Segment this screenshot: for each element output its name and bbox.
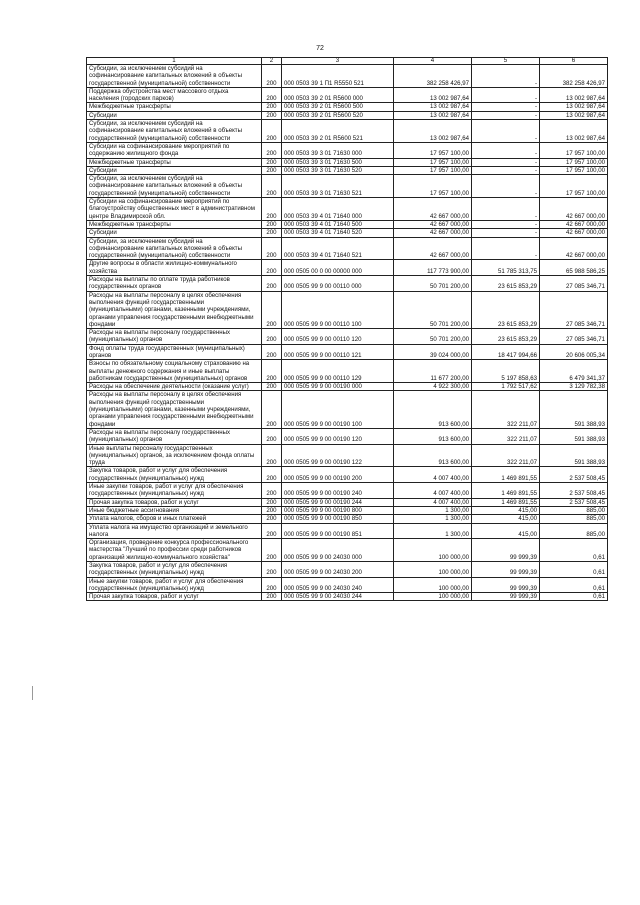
approved-amount-cell: 13 002 987,64 [394, 111, 472, 119]
budget-code-cell: 000 0505 99 9 00 00190 120 [282, 428, 394, 444]
admin-code-cell: 200 [262, 344, 282, 360]
admin-code-cell: 200 [262, 276, 282, 292]
admin-code-cell: 200 [262, 175, 282, 198]
approved-amount-cell: 1 300,00 [394, 506, 472, 514]
remaining-amount-cell: 3 129 782,38 [540, 383, 608, 391]
table-row [87, 562, 608, 578]
column-header: 4 [394, 58, 472, 65]
executed-amount-cell: 99 999,39 [472, 562, 540, 578]
row-name-cell: Субсидии [87, 229, 262, 237]
table-row [87, 111, 608, 119]
budget-code-cell: 000 0505 99 9 00 24030 240 [282, 577, 394, 593]
executed-amount-cell: 322 211,07 [472, 428, 540, 444]
budget-code-cell: 000 0503 39 4 01 71640 521 [282, 237, 394, 260]
executed-amount-cell: - [472, 158, 540, 166]
budget-code-cell: 000 0505 99 9 00 00110 100 [282, 291, 394, 328]
remaining-amount-cell: 6 479 341,37 [540, 360, 608, 383]
row-name-cell: Организация, проведение конкурса профессионального мастерства "Лучший по профессии среди работников организаций жилищно-коммунального хозяйства" [87, 539, 262, 562]
executed-amount-cell: 322 211,07 [472, 444, 540, 467]
table-row [87, 391, 608, 428]
executed-amount-cell: 99 999,39 [472, 539, 540, 562]
row-name-cell: Межбюджетные трансферты [87, 220, 262, 228]
remaining-amount-cell: 0,61 [540, 539, 608, 562]
table-row [87, 260, 608, 276]
remaining-amount-cell: 885,00 [540, 506, 608, 514]
row-name-cell: Межбюджетные трансферты [87, 158, 262, 166]
executed-amount-cell: 1 469 891,55 [472, 483, 540, 499]
row-name-cell: Субсидии на софинансирование мероприятий по благоустройству общественных мест в административном центре Владимирской обл. [87, 198, 262, 221]
approved-amount-cell: 13 002 987,64 [394, 103, 472, 111]
remaining-amount-cell: 20 606 005,34 [540, 344, 608, 360]
admin-code-cell: 200 [262, 103, 282, 111]
executed-amount-cell: 18 417 994,66 [472, 344, 540, 360]
row-name-cell: Прочая закупка товаров, работ и услуг [87, 593, 262, 601]
admin-code-cell: 200 [262, 291, 282, 328]
remaining-amount-cell: 0,61 [540, 562, 608, 578]
remaining-amount-cell: 42 667 000,00 [540, 229, 608, 237]
row-name-cell: Закупка товаров, работ и услуг для обеспечения государственных (муниципальных) нужд [87, 467, 262, 483]
approved-amount-cell: 50 701 200,00 [394, 291, 472, 328]
row-name-cell: Расходы на выплаты персоналу в целях обеспечения выполнения функций государственными (муниципальными) органами, казенными учреждениями, органами управления государственными внебюджетными фондами [87, 291, 262, 328]
approved-amount-cell: 100 000,00 [394, 577, 472, 593]
row-name-cell: Субсидии, за исключением субсидий на софинансирование капитальных вложений в объекты государственной (муниципальной) собственности [87, 237, 262, 260]
remaining-amount-cell: 2 537 508,45 [540, 483, 608, 499]
approved-amount-cell: 11 677 200,00 [394, 360, 472, 383]
admin-code-cell: 200 [262, 391, 282, 428]
table-row [87, 103, 608, 111]
remaining-amount-cell: 13 002 987,64 [540, 111, 608, 119]
remaining-amount-cell: 27 085 346,71 [540, 291, 608, 328]
remaining-amount-cell: 27 085 346,71 [540, 329, 608, 345]
row-name-cell: Субсидии, за исключением субсидий на софинансирование капитальных вложений в объекты государственной (муниципальной) собственности [87, 65, 262, 88]
approved-amount-cell: 382 258 426,97 [394, 65, 472, 88]
admin-code-cell: 200 [262, 166, 282, 174]
row-name-cell: Расходы на выплаты по оплате труда работников государственных органов [87, 276, 262, 292]
executed-amount-cell: 1 792 517,62 [472, 383, 540, 391]
executed-amount-cell: 1 469 891,55 [472, 467, 540, 483]
budget-code-cell: 000 0505 00 0 00 00000 000 [282, 260, 394, 276]
executed-amount-cell: - [472, 166, 540, 174]
budget-code-cell: 000 0503 39 3 01 71630 520 [282, 166, 394, 174]
approved-amount-cell: 4 007 400,00 [394, 483, 472, 499]
budget-code-cell: 000 0503 39 3 01 71630 500 [282, 158, 394, 166]
table-row [87, 360, 608, 383]
budget-code-cell: 000 0505 99 9 00 00190 122 [282, 444, 394, 467]
table-row [87, 120, 608, 143]
remaining-amount-cell: 2 537 508,45 [540, 498, 608, 506]
executed-amount-cell: - [472, 229, 540, 237]
admin-code-cell: 200 [262, 329, 282, 345]
table-row [87, 142, 608, 158]
executed-amount-cell: 99 999,39 [472, 577, 540, 593]
row-name-cell: Субсидии, за исключением субсидий на софинансирование капитальных вложений в объекты государственной (муниципальной) собственности [87, 175, 262, 198]
margin-mark [32, 686, 35, 700]
row-name-cell: Взносы по обязательному социальному страхованию на выплаты денежного содержания и иные выплаты работникам государственных (муниципальных) органов [87, 360, 262, 383]
budget-code-cell: 000 0505 99 9 00 00110 120 [282, 329, 394, 345]
remaining-amount-cell: 0,61 [540, 593, 608, 601]
table-row [87, 344, 608, 360]
approved-amount-cell: 117 773 900,00 [394, 260, 472, 276]
executed-amount-cell: 322 211,07 [472, 391, 540, 428]
executed-amount-cell: - [472, 198, 540, 221]
admin-code-cell: 200 [262, 444, 282, 467]
executed-amount-cell: 415,00 [472, 523, 540, 539]
admin-code-cell: 200 [262, 142, 282, 158]
admin-code-cell: 200 [262, 506, 282, 514]
budget-code-cell: 000 0503 39 2 01 R5600 000 [282, 87, 394, 103]
page-number: 72 [316, 45, 324, 52]
admin-code-cell: 200 [262, 562, 282, 578]
approved-amount-cell: 4 922 300,00 [394, 383, 472, 391]
budget-code-cell: 000 0505 99 9 00 00190 800 [282, 506, 394, 514]
approved-amount-cell: 100 000,00 [394, 562, 472, 578]
approved-amount-cell: 913 600,00 [394, 428, 472, 444]
admin-code-cell: 200 [262, 383, 282, 391]
row-name-cell: Иные бюджетные ассигнования [87, 506, 262, 514]
executed-amount-cell: 23 615 853,29 [472, 291, 540, 328]
table-row [87, 229, 608, 237]
approved-amount-cell: 1 300,00 [394, 515, 472, 523]
row-name-cell: Межбюджетные трансферты [87, 103, 262, 111]
budget-code-cell: 000 0505 99 9 00 00190 850 [282, 515, 394, 523]
approved-amount-cell: 17 957 100,00 [394, 175, 472, 198]
table-row [87, 577, 608, 593]
row-name-cell: Иные закупки товаров, работ и услуг для обеспечения государственных (муниципальных) нужд [87, 577, 262, 593]
budget-code-cell: 000 0505 99 9 00 00110 000 [282, 276, 394, 292]
remaining-amount-cell: 27 085 346,71 [540, 276, 608, 292]
table-row [87, 539, 608, 562]
budget-code-cell: 000 0505 99 9 00 00190 000 [282, 383, 394, 391]
remaining-amount-cell: 17 957 100,00 [540, 158, 608, 166]
table-row [87, 276, 608, 292]
table-row [87, 158, 608, 166]
approved-amount-cell: 42 667 000,00 [394, 198, 472, 221]
admin-code-cell: 200 [262, 198, 282, 221]
table-row [87, 444, 608, 467]
admin-code-cell: 200 [262, 428, 282, 444]
budget-code-cell: 000 0505 99 9 00 00190 244 [282, 498, 394, 506]
table-row [87, 220, 608, 228]
remaining-amount-cell: 2 537 508,45 [540, 467, 608, 483]
row-name-cell: Фонд оплаты труда государственных (муниципальных) органов [87, 344, 262, 360]
budget-code-cell: 000 0503 39 1 П1 R5550 521 [282, 65, 394, 88]
column-header: 6 [540, 58, 608, 65]
row-name-cell: Расходы на обеспечение деятельности (оказание услуг) [87, 383, 262, 391]
approved-amount-cell: 50 701 200,00 [394, 329, 472, 345]
executed-amount-cell: 23 615 853,29 [472, 329, 540, 345]
executed-amount-cell: 5 197 858,63 [472, 360, 540, 383]
admin-code-cell: 200 [262, 523, 282, 539]
table-row [87, 593, 608, 601]
remaining-amount-cell: 17 957 100,00 [540, 166, 608, 174]
table-row [87, 87, 608, 103]
admin-code-cell: 200 [262, 229, 282, 237]
table-row [87, 329, 608, 345]
admin-code-cell: 200 [262, 87, 282, 103]
executed-amount-cell: - [472, 142, 540, 158]
row-name-cell: Расходы на выплаты персоналу государственных (муниципальных) органов [87, 329, 262, 345]
budget-code-cell: 000 0503 39 4 01 71640 500 [282, 220, 394, 228]
row-name-cell: Прочая закупка товаров, работ и услуг [87, 498, 262, 506]
executed-amount-cell: - [472, 87, 540, 103]
table-row [87, 498, 608, 506]
row-name-cell: Субсидии [87, 166, 262, 174]
admin-code-cell: 200 [262, 577, 282, 593]
remaining-amount-cell: 885,00 [540, 515, 608, 523]
approved-amount-cell: 13 002 987,64 [394, 120, 472, 143]
budget-code-cell: 000 0505 99 9 00 00190 200 [282, 467, 394, 483]
approved-amount-cell: 913 600,00 [394, 444, 472, 467]
row-name-cell: Субсидии на софинансирование мероприятий по содержанию жилищного фонда [87, 142, 262, 158]
row-name-cell: Другие вопросы в области жилищно-коммунального хозяйства [87, 260, 262, 276]
row-name-cell: Субсидии [87, 111, 262, 119]
approved-amount-cell: 13 002 987,64 [394, 87, 472, 103]
column-header: 1 [87, 58, 262, 65]
remaining-amount-cell: 65 988 586,25 [540, 260, 608, 276]
budget-code-cell: 000 0505 99 9 00 24030 244 [282, 593, 394, 601]
executed-amount-cell: - [472, 111, 540, 119]
column-number-row [87, 58, 608, 65]
remaining-amount-cell: 13 002 987,64 [540, 87, 608, 103]
admin-code-cell: 200 [262, 360, 282, 383]
row-name-cell: Уплата налогов, сборов и иных платежей [87, 515, 262, 523]
approved-amount-cell: 17 957 100,00 [394, 158, 472, 166]
remaining-amount-cell: 42 667 000,00 [540, 237, 608, 260]
budget-code-cell: 000 0503 39 2 01 R5600 521 [282, 120, 394, 143]
column-header: 5 [472, 58, 540, 65]
row-name-cell: Иные закупки товаров, работ и услуг для обеспечения государственных (муниципальных) нужд [87, 483, 262, 499]
remaining-amount-cell: 0,61 [540, 577, 608, 593]
budget-code-cell: 000 0503 39 2 01 R5600 520 [282, 111, 394, 119]
executed-amount-cell: - [472, 175, 540, 198]
admin-code-cell: 200 [262, 498, 282, 506]
admin-code-cell: 200 [262, 111, 282, 119]
budget-code-cell: 000 0503 39 4 01 71640 520 [282, 229, 394, 237]
table-row [87, 523, 608, 539]
admin-code-cell: 200 [262, 539, 282, 562]
budget-code-cell: 000 0505 99 9 00 00110 129 [282, 360, 394, 383]
remaining-amount-cell: 42 667 000,00 [540, 220, 608, 228]
executed-amount-cell: 99 999,39 [472, 593, 540, 601]
approved-amount-cell: 50 701 200,00 [394, 276, 472, 292]
remaining-amount-cell: 885,00 [540, 523, 608, 539]
executed-amount-cell: - [472, 220, 540, 228]
column-header: 2 [262, 58, 282, 65]
approved-amount-cell: 42 667 000,00 [394, 220, 472, 228]
budget-code-cell: 000 0505 99 9 00 24030 000 [282, 539, 394, 562]
remaining-amount-cell: 42 667 000,00 [540, 198, 608, 221]
budget-code-cell: 000 0505 99 9 00 00190 100 [282, 391, 394, 428]
budget-code-cell: 000 0505 99 9 00 00190 240 [282, 483, 394, 499]
remaining-amount-cell: 591 388,93 [540, 428, 608, 444]
table-row [87, 237, 608, 260]
approved-amount-cell: 100 000,00 [394, 539, 472, 562]
table-row [87, 175, 608, 198]
approved-amount-cell: 17 957 100,00 [394, 166, 472, 174]
admin-code-cell: 200 [262, 220, 282, 228]
admin-code-cell: 200 [262, 120, 282, 143]
executed-amount-cell: - [472, 65, 540, 88]
budget-code-cell: 000 0503 39 3 01 71630 000 [282, 142, 394, 158]
executed-amount-cell: 51 785 313,75 [472, 260, 540, 276]
admin-code-cell: 200 [262, 65, 282, 88]
budget-execution-table [86, 57, 608, 601]
row-name-cell: Расходы на выплаты персоналу в целях обеспечения выполнения функций государственными (муниципальными) органами, казенными учреждениями, органами управления государственными внебюджетными фондами [87, 391, 262, 428]
table-row [87, 506, 608, 514]
remaining-amount-cell: 17 957 100,00 [540, 175, 608, 198]
executed-amount-cell: - [472, 103, 540, 111]
executed-amount-cell: 23 615 853,29 [472, 276, 540, 292]
row-name-cell: Субсидии, за исключением субсидий на софинансирование капитальных вложений в объекты государственной (муниципальной) собственности [87, 120, 262, 143]
approved-amount-cell: 1 300,00 [394, 523, 472, 539]
approved-amount-cell: 913 600,00 [394, 391, 472, 428]
admin-code-cell: 200 [262, 483, 282, 499]
remaining-amount-cell: 591 388,93 [540, 391, 608, 428]
executed-amount-cell: 415,00 [472, 515, 540, 523]
approved-amount-cell: 39 024 000,00 [394, 344, 472, 360]
budget-code-cell: 000 0503 39 3 01 71630 521 [282, 175, 394, 198]
budget-code-cell: 000 0505 99 9 00 00110 121 [282, 344, 394, 360]
table-row [87, 291, 608, 328]
approved-amount-cell: 100 000,00 [394, 593, 472, 601]
approved-amount-cell: 42 667 000,00 [394, 237, 472, 260]
row-name-cell: Иные выплаты персоналу государственных (муниципальных) органов, за исключением фонда оплаты труда [87, 444, 262, 467]
admin-code-cell: 200 [262, 237, 282, 260]
admin-code-cell: 200 [262, 515, 282, 523]
budget-code-cell: 000 0503 39 4 01 71640 000 [282, 198, 394, 221]
executed-amount-cell: - [472, 237, 540, 260]
table-row [87, 166, 608, 174]
budget-code-cell: 000 0503 39 2 01 R5600 500 [282, 103, 394, 111]
remaining-amount-cell: 17 957 100,00 [540, 142, 608, 158]
table-row [87, 65, 608, 88]
remaining-amount-cell: 382 258 426,97 [540, 65, 608, 88]
approved-amount-cell: 4 007 400,00 [394, 498, 472, 506]
row-name-cell: Закупка товаров, работ и услуг для обеспечения государственных (муниципальных) нужд [87, 562, 262, 578]
column-header: 3 [282, 58, 394, 65]
row-name-cell: Уплата налога на имущество организаций и земельного налога [87, 523, 262, 539]
table-row [87, 515, 608, 523]
table-row [87, 428, 608, 444]
remaining-amount-cell: 13 002 987,64 [540, 120, 608, 143]
approved-amount-cell: 42 667 000,00 [394, 229, 472, 237]
remaining-amount-cell: 13 002 987,64 [540, 103, 608, 111]
admin-code-cell: 200 [262, 467, 282, 483]
executed-amount-cell: 1 469 891,55 [472, 498, 540, 506]
table-row [87, 198, 608, 221]
row-name-cell: Поддержка обустройства мест массового отдыха населения (городских парков) [87, 87, 262, 103]
admin-code-cell: 200 [262, 593, 282, 601]
admin-code-cell: 200 [262, 158, 282, 166]
remaining-amount-cell: 591 388,93 [540, 444, 608, 467]
executed-amount-cell: 415,00 [472, 506, 540, 514]
row-name-cell: Расходы на выплаты персоналу государственных (муниципальных) органов [87, 428, 262, 444]
budget-code-cell: 000 0505 99 9 00 24030 200 [282, 562, 394, 578]
table-row [87, 483, 608, 499]
approved-amount-cell: 4 007 400,00 [394, 467, 472, 483]
admin-code-cell: 200 [262, 260, 282, 276]
executed-amount-cell: - [472, 120, 540, 143]
table-row [87, 467, 608, 483]
budget-code-cell: 000 0505 99 9 00 00190 851 [282, 523, 394, 539]
approved-amount-cell: 17 957 100,00 [394, 142, 472, 158]
table-row [87, 383, 608, 391]
